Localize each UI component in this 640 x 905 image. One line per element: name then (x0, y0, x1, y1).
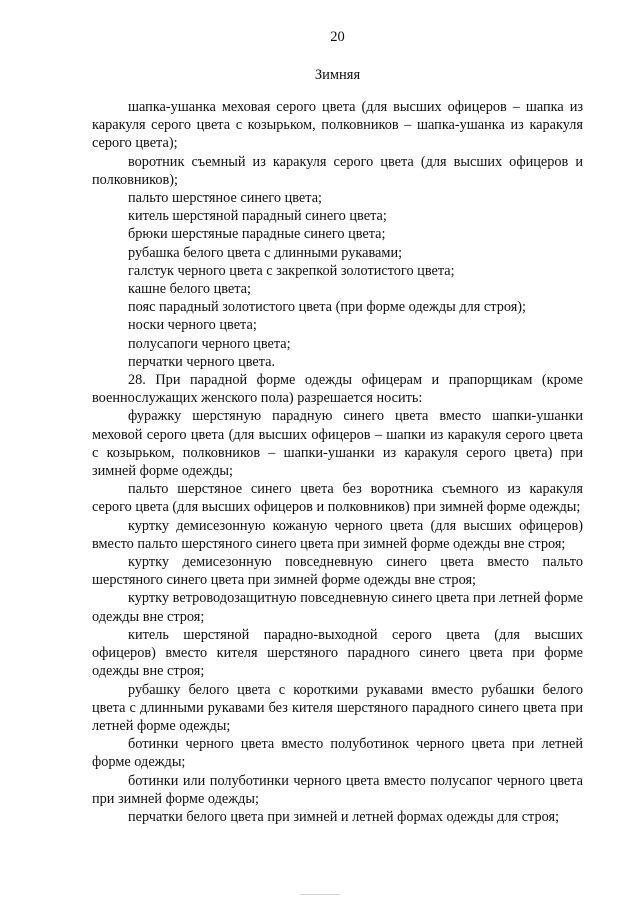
paragraph: ботинки черного цвета вместо полуботинок черного цвета при летней форме одежды; (92, 736, 583, 771)
paragraph: рубашку белого цвета с короткими рукавами вместо рубашки белого цвета с длинными рукавами без кителя шерстяного парадного синего цвета при летней форме одежды; (92, 681, 583, 734)
paragraph: воротник съемный из каракуля серого цвета (для высших офицеров и полковников); (92, 153, 583, 188)
paragraph: перчатки черного цвета. (128, 353, 276, 370)
paragraph-item-28: 28. При парадной форме одежды офицерам и прапорщикам (кроме военнослужащих женского пола) разрешается носить: (92, 372, 583, 407)
paragraph: рубашка белого цвета с длинными рукавами; (128, 244, 403, 261)
paragraph: фуражку шерстяную парадную синего цвета вместо шапки-ушанки меховой серого цвета (для высших офицеров – шапки из каракуля серого цвета с козырьком, полковников – шапки-ушанки из каракуля серого цвета) при зимней форме одежды; (92, 408, 583, 480)
body-text (92, 98, 583, 826)
paragraph: куртку демисезонную повседневную синего цвета вместо пальто шерстяного синего цвета при зимней форме одежды вне строя; (92, 554, 583, 589)
paragraph: брюки шерстяные парадные синего цвета; (128, 226, 386, 243)
paragraph: шапка-ушанка меховая серого цвета (для высших офицеров – шапка из каракуля серого цвета с козырьком, полковников – шапка-ушанка из каракуля серого цвета); (92, 99, 583, 152)
paragraph: ботинки или полуботинки черного цвета вместо полусапог черного цвета при зимней форме одежды; (92, 772, 583, 807)
paragraph: пальто шерстяное синего цвета без воротника съемного из каракуля серого цвета (для высших офицеров и полковников) при зимней форме одежды; (92, 481, 583, 516)
paragraph: куртку ветроводозащитную повседневную синего цвета при летней форме одежды вне строя; (92, 590, 583, 625)
page-number: 20 (330, 29, 345, 45)
paragraph: полусапоги черного цвета; (128, 335, 291, 352)
paragraph: пальто шерстяное синего цвета; (128, 190, 323, 207)
paragraph: кашне белого цвета; (128, 281, 252, 298)
paragraph: китель шерстяной парадно-выходной серого цвета (для высших офицеров) вместо кителя шерстяного парадного синего цвета при форме одежды вне строя; (92, 626, 583, 680)
paragraph: галстук черного цвета с закрепкой золотистого цвета; (128, 262, 455, 279)
paragraph: китель шерстяной парадный синего цвета; (128, 208, 387, 225)
paragraph: перчатки белого цвета при зимней и летней формах одежды для строя; (128, 808, 560, 825)
scan-artifact-line (300, 894, 340, 895)
paragraph: куртку демисезонную кожаную черного цвета (для высших офицеров) вместо пальто шерстяного синего цвета при зимней форме одежды вне строя; (92, 517, 583, 552)
section-heading: Зимняя (314, 67, 361, 83)
paragraph: носки черного цвета; (128, 317, 257, 334)
paragraph: пояс парадный золотистого цвета (при форме одежды для строя); (128, 299, 527, 316)
